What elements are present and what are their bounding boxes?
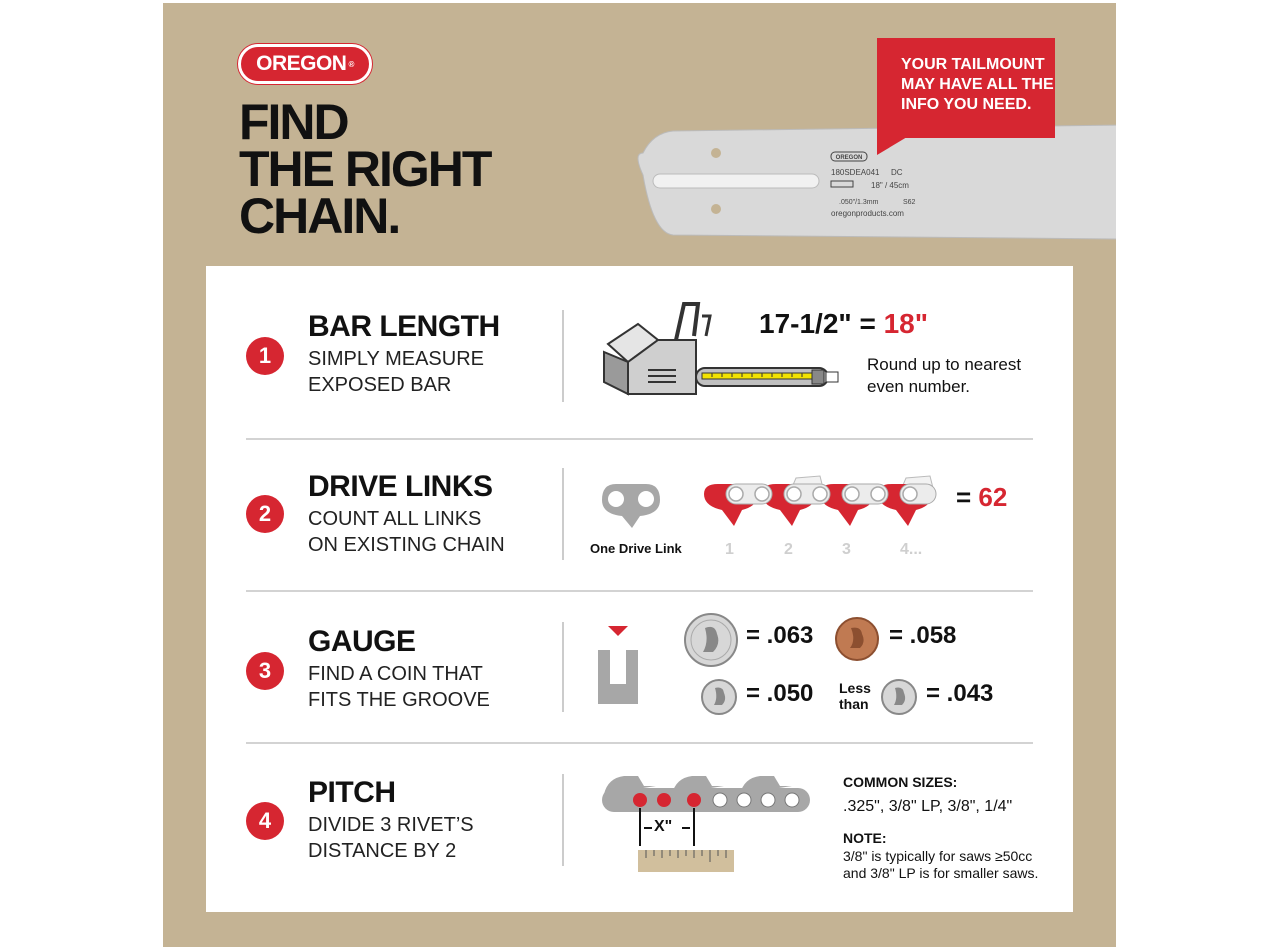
logo-text: OREGON [256, 52, 347, 75]
step-description-line-2: ON EXISTING CHAIN [308, 534, 505, 556]
step-title: DRIVE LINKS [308, 470, 493, 503]
equals-sign: = [956, 482, 979, 512]
dime-coin-icon [700, 678, 738, 716]
chain-drive-links-illustration [700, 470, 940, 540]
headline-line-1: FIND [239, 94, 348, 150]
less-than-label [839, 680, 871, 712]
step-number-badge: 2 [246, 495, 284, 533]
step-description-line-1: FIND A COIN THAT [308, 663, 483, 685]
step-description [308, 506, 505, 558]
step-description-line-2: EXPOSED BAR [308, 374, 452, 396]
drive-link-total [956, 482, 1007, 513]
step-number-badge: 3 [246, 652, 284, 690]
bar-groove-icon [596, 626, 640, 706]
rounded-length: 18" [883, 308, 928, 339]
rounding-note-line-2: even number. [867, 377, 971, 396]
small-dime-coin-icon [880, 678, 918, 716]
rounding-note-line-1: Round up to nearest [867, 355, 1022, 374]
less-than-line-1: Less [839, 680, 871, 696]
step-description-line-1: DIVIDE 3 RIVET’S [308, 814, 474, 836]
common-sizes-title: COMMON SIZES: [843, 774, 958, 790]
step-gauge [206, 592, 1073, 742]
oregon-logo [238, 44, 372, 84]
step-description [308, 346, 484, 398]
step-description [308, 812, 474, 864]
step-bar-length [206, 266, 1073, 438]
step-title: GAUGE [308, 625, 416, 658]
pitch-note [843, 848, 1038, 882]
note-title: NOTE: [843, 830, 887, 846]
headline-line-2: THE RIGHT [239, 141, 491, 197]
pitch-note-line-2: and 3/8" LP is for smaller saws. [843, 865, 1039, 881]
drive-link-icon [598, 480, 664, 530]
step-description-line-1: SIMPLY MEASURE [308, 348, 484, 370]
pitch-chain-illustration [598, 770, 814, 880]
callout-line-3: INFO YOU NEED. [901, 96, 1032, 113]
link-count-3: 3 [842, 541, 851, 558]
bar-length-equation [759, 308, 928, 340]
step-divider [562, 622, 564, 712]
steps-card [206, 266, 1073, 912]
step-divider [562, 468, 564, 560]
penny-gauge-value: = .058 [889, 622, 957, 649]
bar-model-text: 180SDEA041 [831, 168, 880, 177]
quarter-coin-icon [683, 612, 739, 668]
callout-line-1: YOUR TAILMOUNT [901, 56, 1045, 73]
bar-url-text: oregonproducts.com [831, 209, 904, 218]
common-sizes-values: .325", 3/8" LP, 3/8", 1/4" [843, 798, 1013, 815]
link-count-1: 1 [725, 541, 734, 558]
step-drive-links [206, 440, 1073, 590]
tailmount-callout [877, 38, 1055, 138]
bar-logo-text: OREGON [835, 155, 863, 161]
measured-length: 17-1/2" = [759, 308, 884, 339]
bar-code-text: DC [891, 168, 903, 177]
infographic-poster [163, 3, 1116, 947]
drive-link-caption: One Drive Link [590, 541, 682, 556]
step-divider [562, 774, 564, 866]
nickel-gauge-value: = .050 [746, 680, 814, 707]
headline-line-3: CHAIN. [239, 188, 400, 244]
callout-pointer [877, 137, 907, 157]
step-description-line-2: FITS THE GROOVE [308, 689, 490, 711]
link-count-2: 2 [784, 541, 793, 558]
step-pitch [206, 744, 1073, 912]
step-description-line-2: DISTANCE BY 2 [308, 840, 457, 862]
quarter-gauge-value: = .063 [746, 622, 814, 649]
step-title: BAR LENGTH [308, 310, 500, 343]
drive-link-count: 62 [978, 482, 1008, 512]
callout-line-2: MAY HAVE ALL THE [901, 76, 1054, 93]
step-divider [562, 310, 564, 402]
step-description [308, 661, 490, 713]
bar-length-text: 18" / 45cm [871, 181, 909, 190]
bar-tailmount-illustration [633, 123, 1116, 241]
bar-gauge-text: .050"/1.3mm [839, 199, 879, 206]
dime-gauge-value: = .043 [926, 680, 994, 707]
bar-links-text: S62 [903, 199, 916, 206]
rounding-note [867, 354, 1021, 398]
pitch-note-line-1: 3/8" is typically for saws ≥50cc [843, 848, 1033, 864]
penny-coin-icon [834, 616, 880, 662]
link-count-4: 4... [900, 541, 923, 558]
step-number-badge: 1 [246, 337, 284, 375]
pitch-x-label: X" [654, 818, 673, 835]
less-than-line-2: than [839, 696, 869, 712]
step-title: PITCH [308, 776, 396, 809]
step-number-badge: 4 [246, 802, 284, 840]
registered-mark: ® [348, 59, 354, 69]
headline [239, 94, 491, 244]
step-description-line-1: COUNT ALL LINKS [308, 508, 482, 530]
